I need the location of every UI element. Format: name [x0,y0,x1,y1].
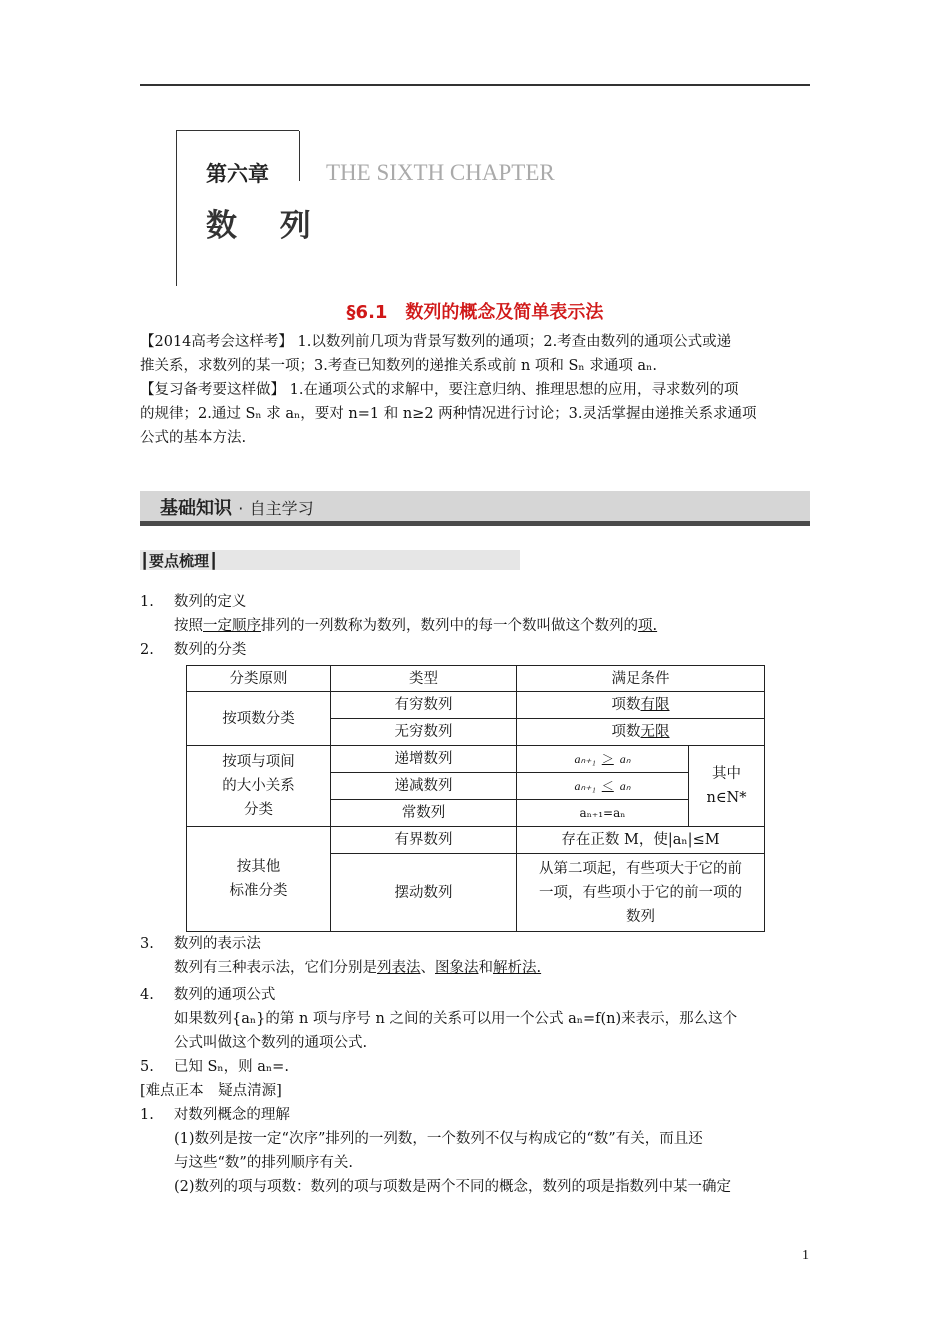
item-1-text-a: 按照 [174,618,203,634]
item-3-text: 数列有三种表示法，它们分别是列表法、图象法和解析法. [174,960,542,976]
page-number: 1 [802,1248,809,1263]
section-banner-text [160,494,314,520]
item-4-title: 数列的通项公式 [173,987,276,1003]
table-header: 分类原则 [187,666,331,692]
table-cell: 从第二项起，有些项大于它的前 一项，有些项小于它的前一项的 数列 [517,854,765,932]
table-cell: 有穷数列 [331,692,517,719]
review-line-1: 1.在通项公式的求解中，要注意归纳、推理思想的应用，寻求数列的项 [289,382,739,398]
classification-table [186,665,765,932]
exam-paragraph [140,330,812,450]
review-line-3: 公式的基本方法. [140,430,247,446]
difficult-1-heading: 1. 对数列概念的理解 [140,1107,290,1123]
group-label-other: 按其他 标准分类 [187,827,331,932]
group-label-count: 按项数分类 [187,692,331,746]
table-header: 满足条件 [517,666,765,692]
difficult-heading: [难点正本 疑点清源] [140,1083,282,1099]
answer-graph-method: 图象法 [435,960,479,976]
item-4-number: 4. [140,987,154,1003]
item-1-heading [140,590,246,614]
review-line-2: 的规律；2.通过 Sₙ 求 aₙ，要对 n=1 和 n≥2 两种情况进行讨论；3.灵活掌握由递推关系求通项 [140,406,757,422]
chapter-title: 数 列 [206,208,327,244]
item-5 [140,1055,289,1079]
table-cell: 递增数列 [331,746,517,773]
table-cell: 无穷数列 [331,719,517,746]
table-cell: 项数有限 [517,692,765,719]
difficult-1-p2-line-1: (2)数列的项与项数：数列的项与项数是两个不同的概念，数列的项是指数列中某一确定 [174,1179,732,1195]
table-note: 其中 n∈N* [689,746,765,827]
answer-formula-method: 解析法. [493,960,542,976]
exam-line-1: 1.以数列前几项为背景写数列的通项；2.考查由数列的通项公式或递 [297,334,732,350]
section-title: §6.1 数列的概念及简单表示法 [346,302,604,323]
item-2-number: 2. [140,642,154,658]
section-banner-rule [140,521,810,526]
table-cell: 摆动数列 [331,854,517,932]
item-1-text [174,614,657,638]
top-rule [140,84,810,86]
item-5-text: 已知 Sₙ，则 aₙ=. [173,1059,289,1075]
table-cell: 存在正数 M，使|aₙ|≤M [517,827,765,854]
table-cell: 递减数列 [331,773,517,800]
item-3-number: 3. [140,936,154,952]
group-label-order: 按项与项间 的大小关系 分类 [187,746,331,827]
item-2-heading [140,638,246,662]
item-2-title: 数列的分类 [173,642,247,658]
item-5-number: 5. [140,1059,154,1075]
table-cell: aₙ₊₁ ＜ aₙ [517,773,689,800]
answer-list-method: 列表法 [377,960,421,976]
item-4-line-2: 公式叫做这个数列的通项公式. [174,1035,368,1051]
item-1-answer-2: 项. [638,618,658,634]
chapter-number: 第六章 [206,162,269,186]
exam-label: 【2014高考会这样考】 [140,334,293,350]
item-1-number: 1. [140,594,154,610]
exam-line-2: 推关系，求数列的某一项；3.考查已知数列的递推关系或前 n 项和 Sₙ 求通项 aₙ. [140,358,657,374]
difficult-1-p1-line-2: 与这些“数”的排列顺序有关. [174,1155,353,1171]
chapter-english: THE SIXTH CHAPTER [326,160,555,185]
item-3-heading [140,932,261,956]
item-4-line-1: 如果数列{aₙ}的第 n 项与序号 n 之间的关系可以用一个公式 aₙ=f(n)来表示，那么这个 [174,1011,738,1027]
difficult-1-p1-line-1: (1)数列是按一定“次序”排列的一列数，一个数列不仅与构成它的“数”有关，而且还 [174,1131,703,1147]
table-cell: 有界数列 [331,827,517,854]
table-cell: aₙ₊₁=aₙ [517,800,689,827]
table-cell: aₙ₊₁ ＞ aₙ [517,746,689,773]
item-1-title: 数列的定义 [173,594,247,610]
item-3-title: 数列的表示法 [173,936,261,952]
table-cell: 项数无限 [517,719,765,746]
banner-dot: · [238,499,244,518]
item-1-text-b: 排列的一列数称为数列，数列中的每一个数叫做这个数列的 [261,618,638,634]
item-4-heading [140,983,275,1007]
review-label: 【复习备考要这样做】 [140,382,285,398]
key-points-heading: ┃要点梳理┃ [140,552,219,570]
banner-main: 基础知识 [160,498,232,519]
item-1-answer-1: 一定顺序 [203,618,261,634]
table-cell: 常数列 [331,800,517,827]
banner-sub: 自主学习 [249,499,314,518]
table-header: 类型 [331,666,517,692]
